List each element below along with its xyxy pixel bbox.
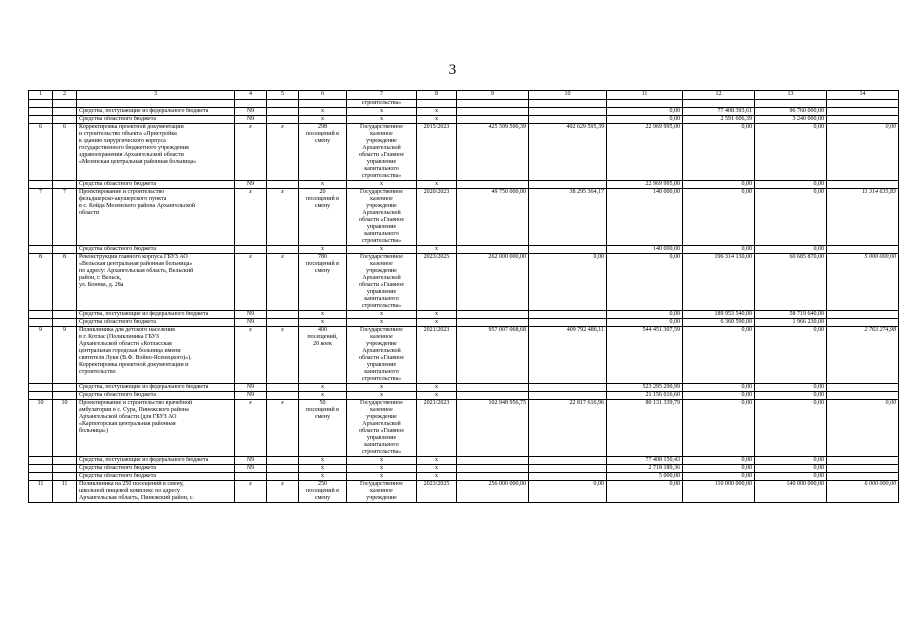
- table-cell: 2021/2023: [417, 327, 457, 384]
- table-cell: [457, 465, 529, 473]
- table-cell: x: [417, 181, 457, 189]
- table-cell: Проектирование и строительство фельдшерско-акушерского пункта в с. Койда Мезенского района Архангельской области: [77, 189, 235, 246]
- table-cell: [267, 473, 299, 481]
- table-cell: 0,00: [683, 465, 755, 473]
- header-cell: 14: [827, 91, 899, 100]
- table-cell: [53, 108, 77, 116]
- table-cell: x: [417, 392, 457, 400]
- table-row: [29, 181, 899, 189]
- table-cell: [53, 319, 77, 327]
- table-cell: [77, 100, 235, 108]
- table-cell: [29, 392, 53, 400]
- table-cell: x: [417, 457, 457, 465]
- table-row: [29, 465, 899, 473]
- table-cell: 0,00: [683, 327, 755, 384]
- table-cell: [529, 181, 607, 189]
- table-cell: [827, 311, 899, 319]
- header-row: [29, 91, 899, 100]
- table-cell: [53, 465, 77, 473]
- table-cell: x: [267, 124, 299, 181]
- table-cell: x: [347, 311, 417, 319]
- table-cell: 11: [29, 481, 53, 503]
- table-row: [29, 384, 899, 392]
- table-cell: N9: [235, 319, 267, 327]
- table-cell: 0,00: [683, 246, 755, 254]
- table-cell: 10: [53, 400, 77, 457]
- table-cell: [29, 457, 53, 465]
- table-row: [29, 124, 899, 181]
- table-cell: [235, 246, 267, 254]
- table-cell: 5 000,00: [607, 473, 683, 481]
- table-cell: 250 посещений в смену: [299, 481, 347, 503]
- table-cell: N9: [235, 457, 267, 465]
- table-cell: [529, 116, 607, 124]
- table-cell: [53, 392, 77, 400]
- table-cell: [457, 392, 529, 400]
- table-cell: x: [235, 481, 267, 503]
- table-cell: 189 953 540,00: [683, 311, 755, 319]
- table-cell: Поликлиника для детского населения в г. Котлас (Поликлиника ГБУЗ Архангельской области «Котласская центральная городская больница имени святителя Луки (В.Ф. Войно-Ясенецкого)»). Корректировка проектной документации и строительство: [77, 327, 235, 384]
- header-cell: 3: [77, 91, 235, 100]
- table-cell: N9: [235, 311, 267, 319]
- header-cell: 11: [607, 91, 683, 100]
- table-cell: [417, 100, 457, 108]
- table-cell: x: [347, 116, 417, 124]
- table-cell: 262 000 000,00: [457, 254, 529, 311]
- table-cell: [827, 116, 899, 124]
- budget-table: [28, 90, 899, 503]
- table-cell: x: [347, 473, 417, 481]
- table-cell: x: [299, 246, 347, 254]
- table-cell: [267, 311, 299, 319]
- table-cell: x: [347, 465, 417, 473]
- table-cell: x: [235, 400, 267, 457]
- table-cell: 8: [53, 254, 77, 311]
- table-cell: 0,00: [683, 473, 755, 481]
- table-cell: [529, 246, 607, 254]
- table-cell: 0,00: [683, 189, 755, 246]
- table-row: [29, 400, 899, 457]
- table-cell: 0,00: [755, 392, 827, 400]
- table-cell: 10: [29, 400, 53, 457]
- table-cell: [53, 100, 77, 108]
- table-cell: 0,00: [755, 181, 827, 189]
- table-cell: 0,00: [755, 400, 827, 457]
- table-cell: 22 969 995,00: [607, 181, 683, 189]
- table-cell: x: [299, 473, 347, 481]
- table-cell: [457, 319, 529, 327]
- table-cell: 0,00: [755, 457, 827, 465]
- table-cell: [457, 100, 529, 108]
- table-cell: 9: [53, 327, 77, 384]
- table-cell: [827, 465, 899, 473]
- table-cell: x: [267, 189, 299, 246]
- table-cell: 140 000,00: [607, 246, 683, 254]
- table-cell: [29, 473, 53, 481]
- table-cell: Корректировка проектной документации и строительство объекта «Пристройка к зданию хирургического корпуса государственного бюджетного учреждения здравоохранения Архангельской области «Мезенская центральная районная больница»: [77, 124, 235, 181]
- table-cell: [457, 384, 529, 392]
- table-row: [29, 392, 899, 400]
- header-cell: 5: [267, 91, 299, 100]
- table-cell: 20 посещений в смену: [299, 189, 347, 246]
- table-cell: 11: [53, 481, 77, 503]
- table-cell: [267, 319, 299, 327]
- table-cell: Государственное казенное учреждение Архангельской области «Главное управление капитального строительства»: [347, 189, 417, 246]
- table-cell: 523 295 290,99: [607, 384, 683, 392]
- header-cell: 2: [53, 91, 77, 100]
- table-cell: x: [235, 254, 267, 311]
- table-cell: Средства областного бюджета: [77, 392, 235, 400]
- table-row: [29, 100, 899, 108]
- header-cell: 7: [347, 91, 417, 100]
- table-cell: x: [417, 116, 457, 124]
- table-cell: x: [347, 319, 417, 327]
- table-cell: [457, 473, 529, 481]
- table-row: [29, 254, 899, 311]
- table-cell: 22 969 995,00: [607, 124, 683, 181]
- header-cell: 6: [299, 91, 347, 100]
- table-cell: 3 240 000,00: [755, 116, 827, 124]
- table-cell: [29, 246, 53, 254]
- table-cell: 8: [29, 254, 53, 311]
- table-cell: [267, 116, 299, 124]
- table-cell: x: [417, 108, 457, 116]
- table-cell: 2 763 274,98: [827, 327, 899, 384]
- table-cell: [457, 457, 529, 465]
- header-cell: 9: [457, 91, 529, 100]
- table-cell: 2023/2025: [417, 254, 457, 311]
- table-cell: N9: [235, 181, 267, 189]
- table-cell: Государственное казенное учреждение Архангельской области «Главное управление капитального строительства»: [347, 400, 417, 457]
- table-cell: [529, 457, 607, 465]
- table-row: [29, 116, 899, 124]
- page-number: 3: [448, 62, 457, 78]
- table-cell: [457, 108, 529, 116]
- table-cell: [827, 319, 899, 327]
- table-row: [29, 108, 899, 116]
- table-cell: [235, 473, 267, 481]
- table-cell: 298 посещений в смену: [299, 124, 347, 181]
- table-cell: x: [299, 311, 347, 319]
- table-cell: [29, 384, 53, 392]
- table-cell: 7: [53, 189, 77, 246]
- table-cell: 0,00: [827, 124, 899, 181]
- table-cell: [235, 100, 267, 108]
- table-cell: [267, 465, 299, 473]
- table-cell: 22 817 616,96: [529, 400, 607, 457]
- table-cell: [827, 392, 899, 400]
- table-cell: [53, 311, 77, 319]
- table-cell: 6 360 590,00: [683, 319, 755, 327]
- table-cell: 1 966 230,00: [755, 319, 827, 327]
- table-row: [29, 189, 899, 246]
- table-cell: Государственное казенное учреждение Архангельской области «Главное управление капитального строительства»: [347, 254, 417, 311]
- table-cell: 0,00: [607, 116, 683, 124]
- table-cell: 0,00: [755, 473, 827, 481]
- table-cell: 6: [53, 124, 77, 181]
- table-cell: 0,00: [607, 108, 683, 116]
- table-cell: 2023/2025: [417, 481, 457, 503]
- table-cell: x: [299, 465, 347, 473]
- table-cell: 11 314 635,83: [827, 189, 899, 246]
- table-cell: x: [267, 327, 299, 384]
- table-cell: 77 408 150,43: [607, 457, 683, 465]
- table-cell: [827, 384, 899, 392]
- table-cell: x: [299, 384, 347, 392]
- table-cell: [29, 108, 53, 116]
- header-cell: 10: [529, 91, 607, 100]
- table-cell: [529, 311, 607, 319]
- table-cell: 80 131 339,79: [607, 400, 683, 457]
- table-cell: Средства областного бюджета: [77, 181, 235, 189]
- table-cell: [529, 100, 607, 108]
- table-cell: 7: [29, 189, 53, 246]
- table-cell: [529, 465, 607, 473]
- table-cell: 140 000 000,00: [755, 481, 827, 503]
- table-cell: x: [417, 319, 457, 327]
- table-cell: x: [235, 189, 267, 246]
- header-cell: 1: [29, 91, 53, 100]
- table-cell: 0,00: [529, 254, 607, 311]
- table-cell: [29, 100, 53, 108]
- table-cell: [53, 473, 77, 481]
- table-cell: Средства областного бюджета: [77, 465, 235, 473]
- table-cell: x: [347, 384, 417, 392]
- table-cell: Проектирование и строительство врачебной амбулатории в с. Сура, Пинежского района Архангельской области (для ГБУЗ АО «Карпогорская центральная районная больница»): [77, 400, 235, 457]
- table-cell: N9: [235, 384, 267, 392]
- table-cell: Государственное казенное учреждение Архангельской области «Главное управление капитального строительства»: [347, 327, 417, 384]
- table-cell: [267, 181, 299, 189]
- table-cell: N9: [235, 465, 267, 473]
- table-cell: Средства, поступающие из федерального бюджета: [77, 108, 235, 116]
- table-cell: 0,00: [683, 400, 755, 457]
- table-cell: 2 718 189,36: [607, 465, 683, 473]
- table-row: [29, 311, 899, 319]
- table-cell: Средства, поступающие из федерального бюджета: [77, 311, 235, 319]
- table-cell: 0,00: [529, 481, 607, 503]
- table-cell: [267, 384, 299, 392]
- table-cell: 409 792 486,11: [529, 327, 607, 384]
- table-cell: [457, 116, 529, 124]
- table-cell: [53, 457, 77, 465]
- table-cell: [457, 311, 529, 319]
- header-cell: 12: [683, 91, 755, 100]
- table-cell: [827, 473, 899, 481]
- table-cell: 9: [29, 327, 53, 384]
- table-cell: 780 посещений в смену: [299, 254, 347, 311]
- table-cell: 0,00: [755, 327, 827, 384]
- table-cell: 38 295 364,17: [529, 189, 607, 246]
- table-cell: 544 451 307,59: [607, 327, 683, 384]
- table-cell: [529, 319, 607, 327]
- table-cell: x: [299, 108, 347, 116]
- table-cell: [755, 100, 827, 108]
- table-cell: 0,00: [827, 400, 899, 457]
- table-cell: [29, 465, 53, 473]
- table-cell: [29, 116, 53, 124]
- table-cell: [29, 319, 53, 327]
- table-cell: 0,00: [755, 189, 827, 246]
- table-cell: Средства областного бюджета: [77, 246, 235, 254]
- table-row: [29, 246, 899, 254]
- table-cell: 0,00: [755, 465, 827, 473]
- table-row: [29, 473, 899, 481]
- table-cell: [529, 384, 607, 392]
- table-cell: [267, 392, 299, 400]
- table-body: [29, 91, 899, 503]
- table-cell: x: [347, 457, 417, 465]
- table-cell: 21 156 016,60: [607, 392, 683, 400]
- table-cell: x: [347, 108, 417, 116]
- table-cell: 0,00: [607, 319, 683, 327]
- table-cell: [529, 392, 607, 400]
- table-cell: x: [417, 384, 457, 392]
- table-cell: Реконструкция главного корпуса ГБУЗ АО «Вельская центральная районная больница» по адресу: Архангельская область, Вельский район, г. Вельск, ул. Конева, д. 28а: [77, 254, 235, 311]
- table-cell: [53, 384, 77, 392]
- table-cell: [53, 181, 77, 189]
- table-cell: строительства»: [347, 100, 417, 108]
- table-cell: 957 007 068,68: [457, 327, 529, 384]
- table-cell: [267, 108, 299, 116]
- table-cell: [827, 457, 899, 465]
- table-cell: x: [299, 181, 347, 189]
- table-cell: 196 314 130,00: [683, 254, 755, 311]
- table-cell: 0,00: [607, 481, 683, 503]
- table-cell: 425 599 590,39: [457, 124, 529, 181]
- table-cell: 0,00: [755, 384, 827, 392]
- table-cell: x: [267, 400, 299, 457]
- table-cell: Средства областного бюджета: [77, 116, 235, 124]
- table-cell: x: [347, 181, 417, 189]
- table-cell: [267, 457, 299, 465]
- table-cell: Государственное казенное учреждение Архангельской области «Главное управление капитального строительства»: [347, 124, 417, 181]
- table-cell: 0,00: [607, 311, 683, 319]
- table-cell: x: [299, 457, 347, 465]
- table-cell: 50 посещений в смену: [299, 400, 347, 457]
- table-cell: x: [267, 481, 299, 503]
- table-cell: Средства, поступающие из федерального бюджета: [77, 384, 235, 392]
- table-cell: 140 000,00: [607, 189, 683, 246]
- table-cell: x: [417, 465, 457, 473]
- table-cell: [267, 246, 299, 254]
- table-row: [29, 319, 899, 327]
- table-cell: [457, 246, 529, 254]
- table-cell: 2020/2023: [417, 189, 457, 246]
- table-cell: 0,00: [683, 124, 755, 181]
- table-cell: [607, 100, 683, 108]
- table-cell: [827, 100, 899, 108]
- table-cell: 58 719 640,00: [755, 311, 827, 319]
- table-cell: N9: [235, 116, 267, 124]
- table-cell: [529, 473, 607, 481]
- table-cell: 102 948 956,75: [457, 400, 529, 457]
- table-cell: [827, 108, 899, 116]
- table-cell: x: [235, 327, 267, 384]
- table-cell: x: [299, 319, 347, 327]
- table-cell: 402 629 595,39: [529, 124, 607, 181]
- table-cell: [683, 100, 755, 108]
- table-cell: 110 000 000,00: [683, 481, 755, 503]
- table-cell: 96 760 000,00: [755, 108, 827, 116]
- table-cell: 2 591 606,39: [683, 116, 755, 124]
- table-cell: 49 750 000,00: [457, 189, 529, 246]
- header-cell: 4: [235, 91, 267, 100]
- table-row: [29, 457, 899, 465]
- header-cell: 8: [417, 91, 457, 100]
- table-cell: x: [347, 246, 417, 254]
- table-cell: Государственное казенное учреждение: [347, 481, 417, 503]
- table-cell: 256 000 000,00: [457, 481, 529, 503]
- table-cell: x: [235, 124, 267, 181]
- table-cell: x: [347, 392, 417, 400]
- table-cell: Средства, поступающие из федерального бюджета: [77, 457, 235, 465]
- table-cell: [267, 100, 299, 108]
- table-cell: x: [417, 246, 457, 254]
- table-cell: 77 408 393,61: [683, 108, 755, 116]
- table-cell: 0,00: [683, 457, 755, 465]
- table-cell: x: [417, 473, 457, 481]
- header-cell: 13: [755, 91, 827, 100]
- table-cell: 60 685 870,00: [755, 254, 827, 311]
- table-cell: N9: [235, 392, 267, 400]
- table-cell: 0,00: [683, 384, 755, 392]
- table-cell: [53, 246, 77, 254]
- table-cell: x: [417, 311, 457, 319]
- table-cell: 0,00: [755, 246, 827, 254]
- table-cell: 6 000 000,00: [827, 481, 899, 503]
- table-cell: [457, 181, 529, 189]
- table-cell: [827, 181, 899, 189]
- table-cell: [53, 116, 77, 124]
- table-cell: Средства областного бюджета: [77, 319, 235, 327]
- table-row: [29, 481, 899, 503]
- table-cell: x: [267, 254, 299, 311]
- table-cell: Поликлиника на 250 посещений в смену, школьной пищевой комплекс по адресу Архангельская область, Пинежский район, с.: [77, 481, 235, 503]
- table-cell: Средства областного бюджета: [77, 473, 235, 481]
- table-cell: 2015/2023: [417, 124, 457, 181]
- table-cell: 0,00: [683, 392, 755, 400]
- table-cell: 400 посещений, 20 коек: [299, 327, 347, 384]
- table-cell: [529, 108, 607, 116]
- table-cell: 5 000 000,00: [827, 254, 899, 311]
- table-cell: x: [299, 392, 347, 400]
- table-cell: 0,00: [755, 124, 827, 181]
- table-cell: 0,00: [683, 181, 755, 189]
- table-cell: [29, 311, 53, 319]
- table-cell: [299, 100, 347, 108]
- table-row: [29, 327, 899, 384]
- table-cell: 0,00: [607, 254, 683, 311]
- table-cell: 6: [29, 124, 53, 181]
- table-cell: x: [299, 116, 347, 124]
- table-cell: [29, 181, 53, 189]
- table-cell: 2021/2023: [417, 400, 457, 457]
- table-cell: [827, 246, 899, 254]
- table-cell: N9: [235, 108, 267, 116]
